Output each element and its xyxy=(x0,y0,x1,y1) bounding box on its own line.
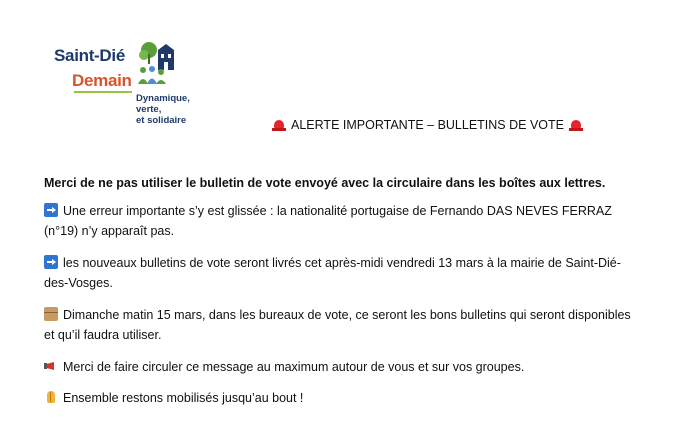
logo-name-line1: Saint-Dié xyxy=(54,46,125,65)
logo-tagline-line: verte, xyxy=(136,104,162,115)
logo-tagline xyxy=(136,93,190,126)
paragraph xyxy=(44,357,644,377)
alert-title xyxy=(272,118,583,132)
message-body xyxy=(44,176,644,419)
paragraph-text: les nouveaux bulletins de vote seront livrés cet après-midi vendredi 13 mars à la mairie de Saint-Dié-des-Vosges. xyxy=(44,256,621,290)
logo-name-line2: Demain xyxy=(72,71,132,90)
paragraph xyxy=(44,201,644,241)
package-icon xyxy=(44,307,58,321)
logo xyxy=(52,40,202,130)
paragraph xyxy=(44,253,644,293)
lead-sentence: Merci de ne pas utiliser le bulletin de vote envoyé avec la circulaire dans les boîtes aux lettres. xyxy=(44,176,606,190)
paragraph xyxy=(44,305,644,345)
paragraph-text: Ensemble restons mobilisés jusqu’au bout ! xyxy=(63,391,304,405)
paragraph-text: Une erreur importante s’y est glissée : la nationalité portugaise de Fernando DAS NEVES FERRAZ (n°19) n’y apparaît pas. xyxy=(44,204,612,238)
alert-title-text: ALERTE IMPORTANTE – BULLETINS DE VOTE xyxy=(291,118,564,132)
right-arrow-icon xyxy=(44,255,58,269)
paragraph xyxy=(44,388,644,408)
right-arrow-icon xyxy=(44,203,58,217)
logo-underline xyxy=(74,91,132,93)
megaphone-icon xyxy=(44,359,58,373)
logo-tagline-line: Dynamique, xyxy=(136,93,190,104)
paragraph-text: Dimanche matin 15 mars, dans les bureaux de vote, ce seront les bons bulletins qui seront disponibles et qu’il faudra utiliser. xyxy=(44,308,631,342)
logo-tree-house-icon xyxy=(136,40,182,86)
folded-hands-icon xyxy=(44,390,58,404)
police-car-light-icon xyxy=(272,120,286,131)
police-car-light-icon xyxy=(569,120,583,131)
paragraph-text: Merci de faire circuler ce message au maximum autour de vous et sur vos groupes. xyxy=(63,360,525,374)
logo-tagline-line: et solidaire xyxy=(136,115,187,126)
